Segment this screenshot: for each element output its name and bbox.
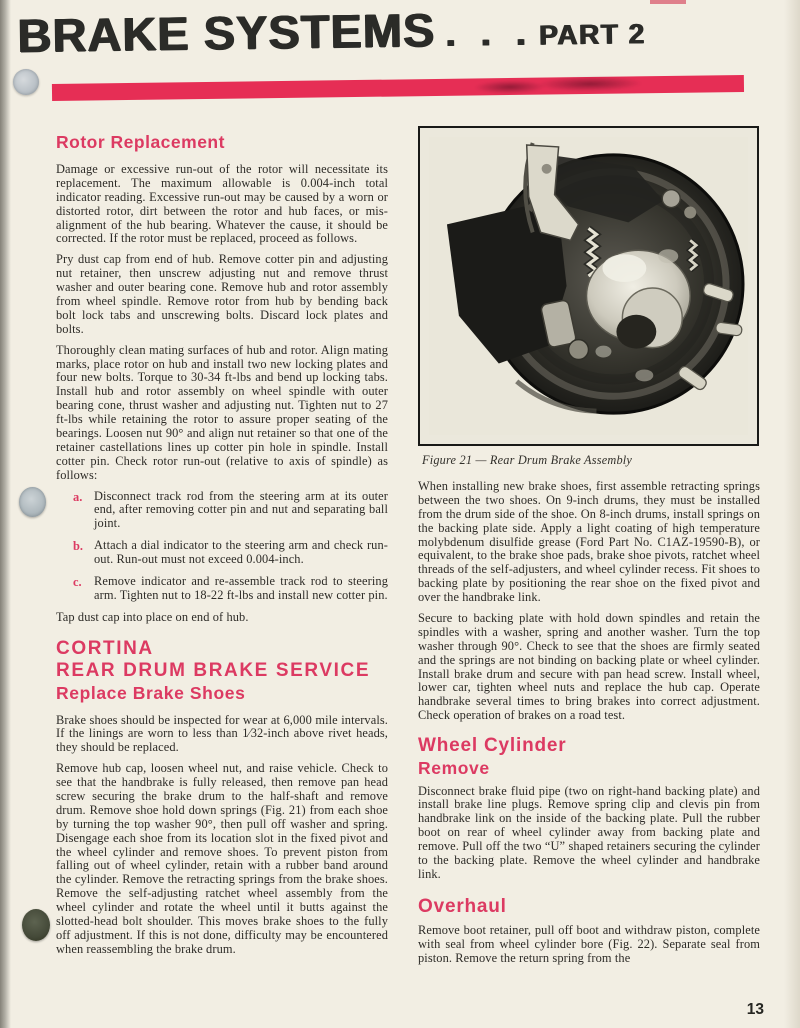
- cortina-heading-line1: CORTINA: [56, 637, 154, 659]
- paragraph-shoes-2: Remove hub cap, loosen wheel nut, and raise vehicle. Check to see that the handbrake is fully released, then remove pan head screw securing the brake drum to the half-shaft and remove drum. Remove shoe hold down springs (Fig. 21) from each shoe by turning the top washer 90°, then pull off washer and spring. Disengage each shoe from its location slot in the fixed pivot and the wheel cylinder and remove shoes. To prevent piston from falling out of wheel cylinder, retain with a rubber band around the cylinder. Remove the retracting springs from the brake shoes. Remove the self-adjusting ratchet wheel assembly from the wheel cylinder and rotate the wheel until it butts against the slotted-head bolt shoulder. This moves brake shoes to the fully off adjustment. If this is not done, difficulty may be encountered when reassembling the brake drum.: [56, 761, 388, 956]
- cortina-heading-line2: REAR DRUM BRAKE SERVICE: [56, 660, 371, 682]
- wheel-cylinder-heading: Wheel Cylinder: [418, 735, 567, 757]
- title-part: PART 2: [539, 18, 646, 51]
- title-main: BRAKE SYSTEMS: [17, 3, 436, 63]
- paragraph-overhaul: Remove boot retainer, pull off boot and withdraw piston, complete with seal from wheel cylinder bore (Fig. 22). Separate seal from piston. Remove the return spring from the: [418, 923, 760, 965]
- overhaul-heading-block: [418, 896, 760, 918]
- header-rule-bar: [52, 75, 744, 101]
- list-text-c: Remove indicator and re-assemble track rod to steering arm. Tighten nut to 18-22 ft-lbs and install new cotter pin.: [94, 574, 388, 602]
- overhaul-heading: Overhaul: [418, 895, 507, 917]
- wheel-cylinder-heading-block: [418, 735, 760, 778]
- punch-hole-bottom: [22, 909, 50, 941]
- masthead: [17, 0, 778, 63]
- paragraph-shoes-1: Brake shoes should be inspected for wear at 6,000 mile intervals. If the linings are worn to less than 1⁄32-inch above rivet heads, they should be replaced.: [56, 712, 388, 755]
- title-dots: . . .: [445, 11, 534, 56]
- drum-brake-photo-illustration: [429, 137, 748, 435]
- list-text-b: Attach a dial indicator to the steering arm and check run-out. Run-out must not exceed 0.004-inch.: [94, 538, 388, 567]
- list-item-a: [56, 490, 388, 532]
- scan-edge-left: [0, 0, 11, 1028]
- print-bleed-artifact: [470, 76, 660, 95]
- punch-hole-top: [13, 69, 39, 95]
- runout-check-list: [56, 490, 388, 603]
- punch-hole-middle: [19, 487, 46, 517]
- paragraph-install-2: Secure to backing plate with hold down spindles and retain the spindles with a washer, spring and another washer. Turn the top washer through 90°. Check to see that the shoes are firmly seated and the springs are not binding on backing plate or wheel cylinder. Install brake drum and secure with pan head screw. Install wheel, lower car, tighten wheel nuts and replace the hub cap. Operate handbrake several times to bring brakes into correct adjustment. Check operation of brakes on a road test.: [418, 611, 760, 723]
- cortina-heading-block: [56, 638, 388, 704]
- paragraph-rotor-1: Damage or excessive run-out of the rotor will necessitate its replacement. The maximum allowable is 0.004-inch total indicator reading. Excessive run-out may be caused by a worn or distorted rotor, dirt between the rotor and hub faces, or mis-alignment of the hub bearing. Whatever the cause, it should be corrected. If the rotor must be replaced, proceed as follows.: [56, 162, 388, 246]
- paragraph-wheel-cylinder-remove: Disconnect brake fluid pipe (two on right-hand backing plate) and install brake line plugs. Remove spring clip and clevis pin from handbrake link on the inside of the backing plate. Pull the rubber boot on rear of wheel cylinder away from backing plate and remove. Pull off the two “U” shaped retainers securing the cylinder to the backing plate. Remove the wheel cylinder and handbrake link.: [418, 783, 760, 881]
- list-item-b: [56, 539, 388, 567]
- paragraph-dust-cap: Tap dust cap into place on end of hub.: [56, 609, 249, 624]
- scan-edge-right: [784, 0, 800, 1028]
- right-column: [418, 126, 760, 973]
- replace-brake-shoes-heading: Replace Brake Shoes: [56, 682, 246, 703]
- list-item-c: [56, 575, 388, 603]
- list-text-a: Disconnect track rod from the steering arm at its outer end, after removing cotter pin and nut and separating ball joint.: [94, 488, 388, 531]
- remove-heading: Remove: [418, 757, 490, 778]
- page-title: [17, 0, 778, 63]
- rotor-replacement-heading: Rotor Replacement: [56, 132, 225, 152]
- paragraph-install-1: When installing new brake shoes, first assemble retracting springs between the two shoes. On 9-inch drums, they must be installed from the drum side of the shoe. On 8-inch drums, install springs on the backing plate side. Apply a light coating of high temperature molybdenum disulfide grease (Ford Part No. C1AZ-19590-B), or equivalent, to the brake shoe pads, brake shoe pivots, ratchet wheel threads of the self-adjusters, and wheel cylinder recess. Fit shoes to backing plate by positioning the rear shoe on the fixed pivot and over the handbrake link.: [418, 479, 760, 605]
- left-column: [56, 132, 388, 964]
- page-number: 13: [746, 1001, 764, 1018]
- list-letter-a: a.: [73, 489, 83, 504]
- list-letter-c: c.: [73, 575, 82, 590]
- figure-21-caption: Figure 21 — Rear Drum Brake Assembly: [422, 453, 633, 467]
- paragraph-rotor-3: Thoroughly clean mating surfaces of hub and rotor. Align mating marks, place rotor on hub and install two new locking plates and four new bolts. Torque to 30-34 ft-lbs and bend up locking tabs. Install hub and rotor assembly on wheel spindle with outer bearing cone, thrust washer and adjusting nut. Tighten nut to 27 ft-lbs while retaining the rotor to assure proper seating of the bearings. Loosen nut 90° and align nut retainer so that one of the retainer castellations lines up cotter pin hole in spindle. Install cotter pin. Check rotor run-out (relative to axis of spindle) as follows:: [56, 342, 388, 482]
- figure-21-photo: [418, 126, 759, 446]
- list-letter-b: b.: [73, 539, 83, 554]
- paragraph-rotor-2: Pry dust cap from end of hub. Remove cotter pin and adjusting nut retainer, then unscrew adjusting nut and remove thrust washer and outer bearing cone. Remove hub and rotor assembly from wheel spindle. Remove rotor from hub by bending back bolt lock tabs and unscrewing bolts. Discard lock plates and bolts.: [56, 252, 388, 336]
